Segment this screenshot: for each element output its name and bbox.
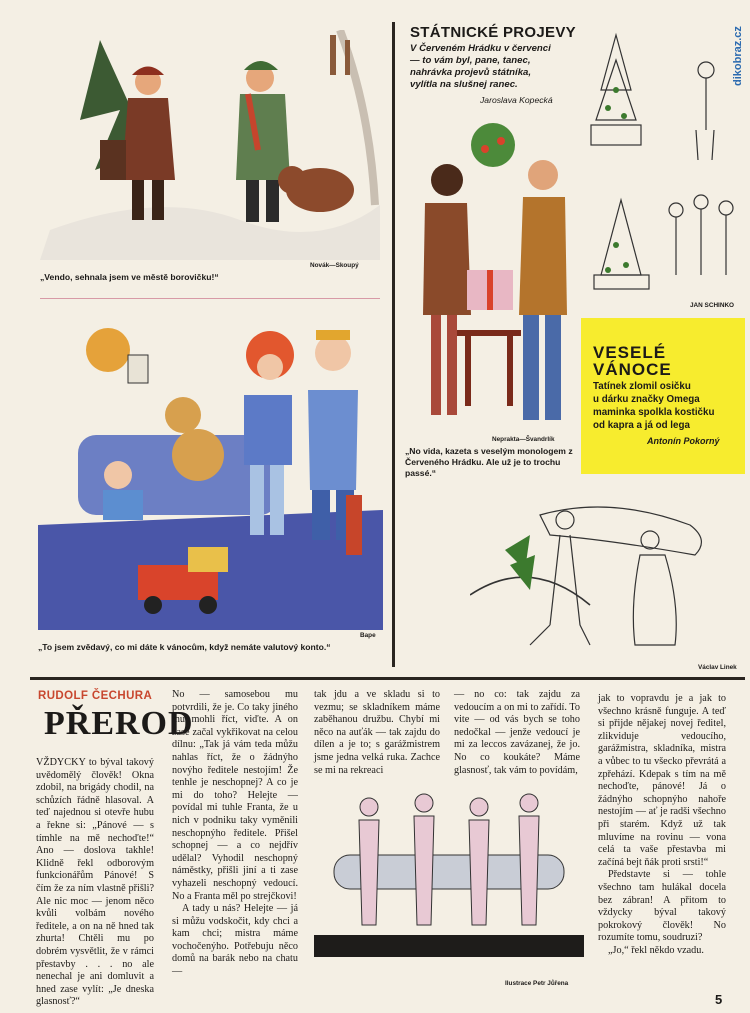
vesele-author: Antonín Pokorný <box>647 436 720 446</box>
article-column-4: — no co: tak zajdu za vedoucím a on mi to zařídí. To vite — od vás bych se toho nedočkal — jenže vedoucí je mi za leccos zavázanej, že jo. No co koukáte? Máme glasnosť, tak vám to povídám, <box>454 689 580 776</box>
divider <box>40 298 380 299</box>
article-column-2: No — samosebou mu potvrdili, že je. Co taky jiného mu mohli říct, viďte. A on zase začal vykřikovat na celou dílnu: „Tak já vám teda můžu nahlas říct, že o žádnýho novýho ředitele nestojím! Že tenhle je neschopnej? A co je mi do toho? Helejte — povídal mi tuhle Franta, že u nich v podniku taky vyměnili neschopnýho ředitele. Přišel schopnej — a co nejdřív udělal? Vyhodil neschopný náměstky, přišli jiní a ti zase vyhazeli neschopný vedoucí. No a Franta měl po strejčkovi! A tady u nás? Helejte — já si můžu vodskočit, kdy chci a kam chci; mistra máme vochočenýho. Potřebuju něco domů na barák nebo na chatu — <box>172 689 298 978</box>
article-column-3: tak jdu a ve skladu si to vezmu; se skladníkem máme zaběhanou družbu. Chybí mi něco na auťák — tak zajdu do dílen a je to; s garážmistrem jsme jedna velká ruka. Zachce se mi na rekreaci <box>314 689 440 776</box>
article-top-rule <box>30 677 745 680</box>
article-author: RUDOLF ČECHURA <box>38 690 153 702</box>
schinko-credit: JAN SCHINKO <box>690 302 735 309</box>
vesele-title: VESELÉ VÁNOCE <box>593 343 672 379</box>
statnicke-verse: V Červeném Hrádku v červenci — to vám byl, pane, tanec, nahrávka projevů státníka, vylítla na slušnej ranec. <box>410 43 551 90</box>
cartoon5-credit: Václav Linek <box>698 664 737 671</box>
article-illustration-pipe-carriers <box>314 785 584 977</box>
statnicke-title: STÁTNICKÉ PROJEVY <box>410 24 576 41</box>
vesele-verse: Tatínek zlomil osičku u dárku značky Omega maminka spolkla kostičku od kapra a já od lega <box>593 381 715 431</box>
cartoon-mistletoe-couple <box>405 115 580 433</box>
cartoon-carrying-tree-sketch <box>470 495 740 660</box>
cartoon2-credit: Bape <box>360 632 376 639</box>
cartoon2-caption: „To jsem zvědavý, co mi dáte k vánocům, když nemáte valutový konto.“ <box>38 642 331 652</box>
cartoon3-credit: Neprakta—Švandrlík <box>492 436 555 443</box>
article-title: PŘEROD <box>44 705 194 742</box>
article-column-1: VŽDYCKY to býval takový uvědomělý člověk! Okna zdobil, na brigády chodil, na schůzích řádně hlasoval. A teď najednou si otevře hubu a řekne si: „Pánové — s tímhle na mě nechoďte!“ Ano — doslova takhle! Klidně řekl odborovým funkcionářům Pánové! S čím že za ním vlastně přišli? Ale nic moc — jenom něco kvůli volbám nového ředitele, a on na ně hned tak zhurta! Chtěli mu po dobrém vysvětlit, že v rámci přestavby . . . no ale nenechal je ani domluvit a hned zase vylít: „Je dneska glasnosť?“ <box>36 757 154 1008</box>
column-divider <box>392 22 395 667</box>
cartoon-christmas-tree-couple <box>40 30 380 260</box>
vesele-vanoce-box <box>581 318 745 474</box>
page-number: 5 <box>715 992 723 1007</box>
statnicke-author: Jaroslava Kopecká <box>480 95 553 105</box>
cartoon-living-room-family <box>38 315 383 630</box>
cartoon1-caption: „Vendo, sehnala jsem ve městě borovičku!“ <box>40 272 219 282</box>
cartoon-christmas-tree-listeners <box>586 30 746 295</box>
cartoon3-caption: „No vida, kazeta s veselým monologem z Červeného Hrádku. Ale už je to trochu passé.“ <box>405 446 573 478</box>
article-column-5: jak to vopravdu je a jak to všechno krásně funguje. A teď si přijde nějakej novej ředitel, zlikviduje vedoucího, garážmistra, skladníka, mistra a vůbec to tu všecko převrátá a zpřehází. Kdepak s tím na mě nechoďte, pánové! Já o žádnýho schopnýho nahoře nestojím — ať je radši všechno při starém. Když už tak mluvíme na rovinu — vona celá ta vaše přestavba mi začíná bejt ňák proti srsti!“ Představte si — tohle všechno tam hulákal docela bez zábran! A přitom to vždycky býval takový pokrokový člověk! No rozumíte tomu, soudruzi? „Jo,“ řekl někdo vzadu. <box>598 693 726 956</box>
article-illustration-credit: Ilustrace Petr Jůřena <box>505 980 569 987</box>
cartoon1-credit: Novák—Skoupý <box>310 262 359 269</box>
watermark: dikobraz.cz <box>732 26 744 86</box>
